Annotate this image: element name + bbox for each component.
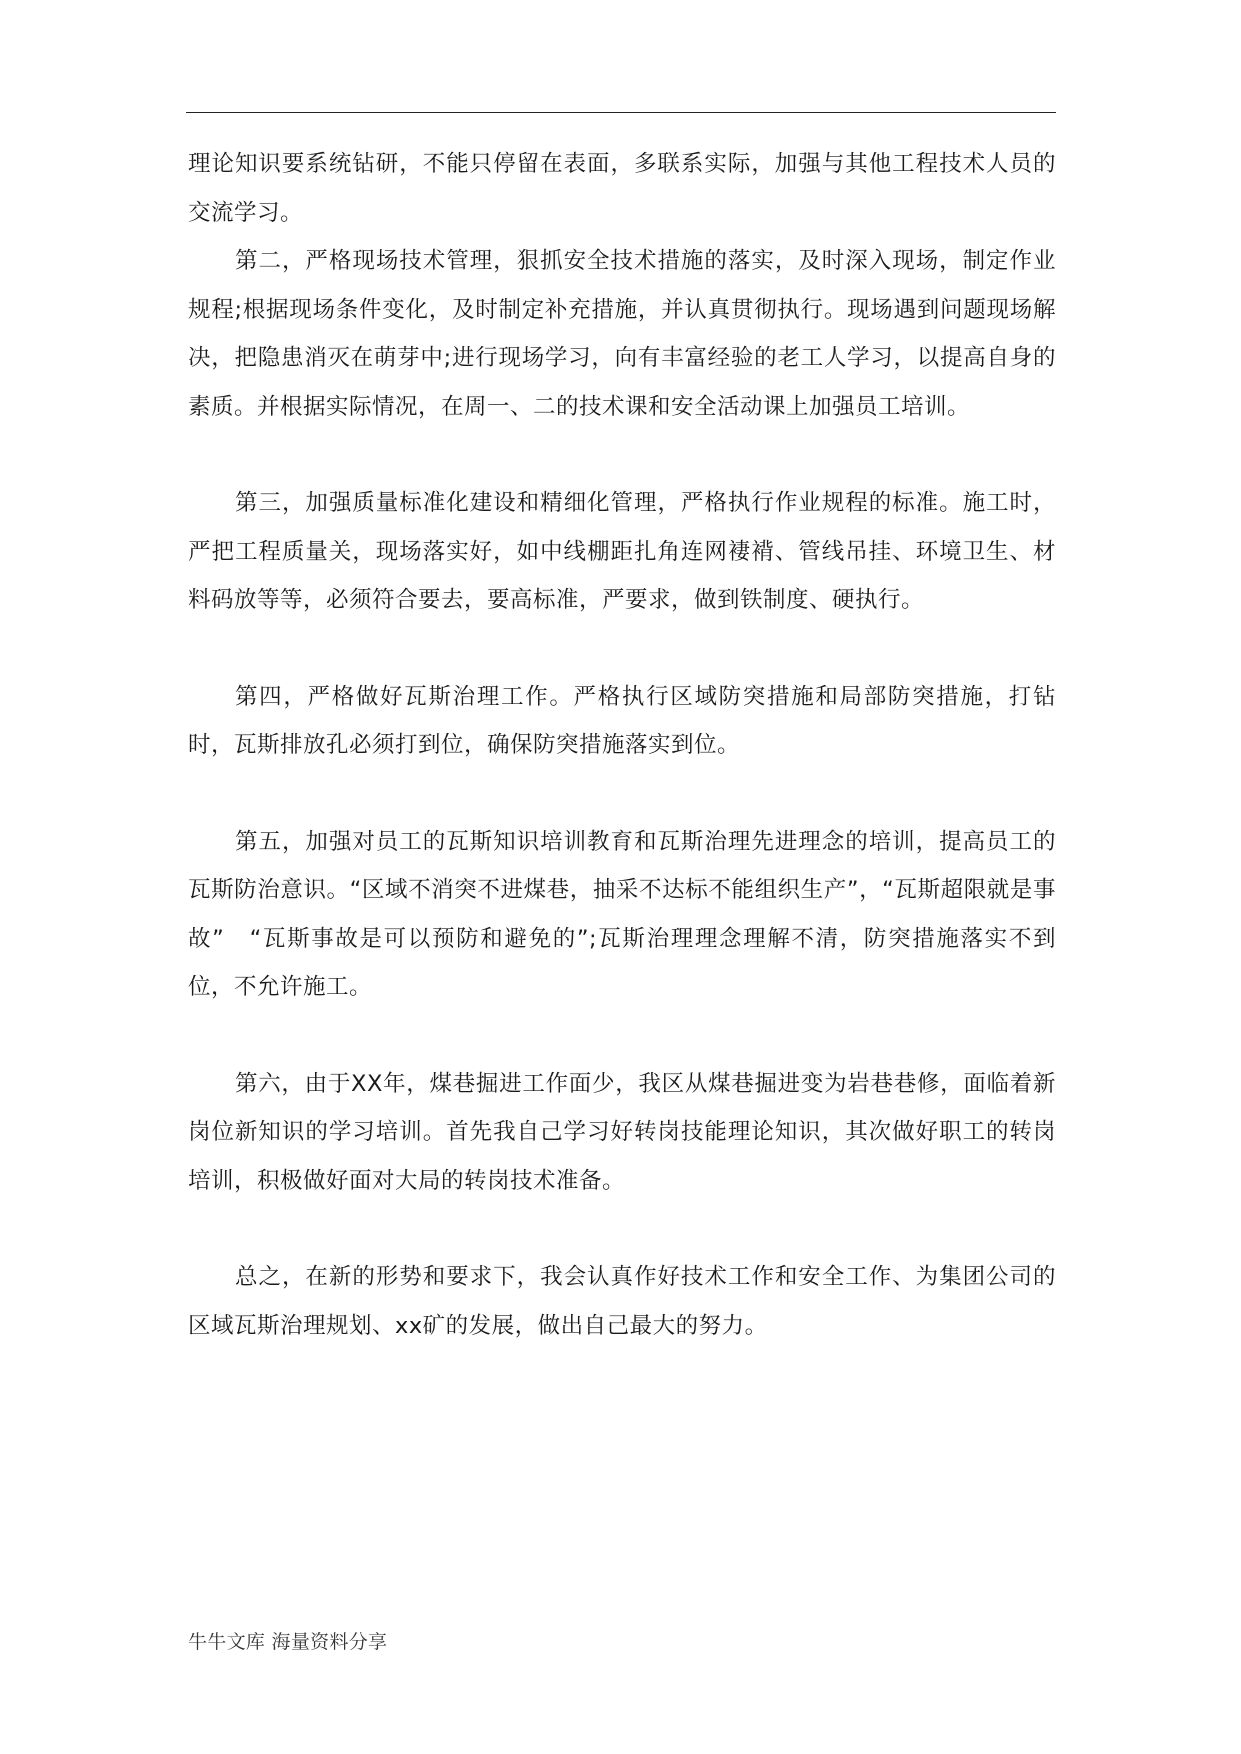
paragraph-fifth: 第五，加强对员工的瓦斯知识培训教育和瓦斯治理先进理念的培训，提高员工的瓦斯防治意识。“区域不消突不进煤巷，抽采不达标不能组织生产”，“瓦斯超限就是事故” “瓦斯事故是可以预防和避免的”;瓦斯治理理念理解不清，防突措施落实不到位，不允许施工。 <box>188 828 1056 1000</box>
paragraph-continuation: 理论知识要系统钻研，不能只停留在表面，多联系实际，加强与其他工程技术人员的交流学习。 <box>188 151 1056 226</box>
paragraph-sixth: 第六，由于XX年，煤巷掘进工作面少，我区从煤巷掘进变为岩巷巷修，面临着新岗位新知识的学习培训。首先我自己学习好转岗技能理论知识，其次做好职工的转岗培训，积极做好面对大局的转岗技术准备。 <box>188 1070 1056 1194</box>
paragraph-third: 第三，加强质量标准化建设和精细化管理，严格执行作业规程的标准。施工时，严把工程质量关，现场落实好，如中线棚距扎角连网褄褙、管线吊挂、环境卫生、材料码放等等，必须符合要去，要高标准，严要求，做到铁制度、硬执行。 <box>188 490 1056 613</box>
document-body <box>188 140 1056 1350</box>
header-divider <box>186 112 1056 113</box>
paragraph-second: 第二，严格现场技术管理，狠抓安全技术措施的落实，及时深入现场，制定作业规程;根据现场条件变化，及时制定补充措施，并认真贯彻执行。现场遇到问题现场解决，把隐患消灭在萌芽中;进行现场学习，向有丰富经验的老工人学习，以提高自身的素质。并根据实际情况，在周一、二的技术课和安全活动课上加强员工培训。 <box>188 248 1056 420</box>
paragraph-fourth: 第四，严格做好瓦斯治理工作。严格执行区域防突措施和局部防突措施，打钻时，瓦斯排放孔必须打到位，确保防突措施落实到位。 <box>188 683 1056 758</box>
page-footer: 牛牛文库 海量资料分享 <box>188 1631 388 1653</box>
paragraph-conclusion: 总之，在新的形势和要求下，我会认真作好技术工作和安全工作、为集团公司的区域瓦斯治理规划、xx矿的发展，做出自己最大的努力。 <box>188 1264 1056 1339</box>
